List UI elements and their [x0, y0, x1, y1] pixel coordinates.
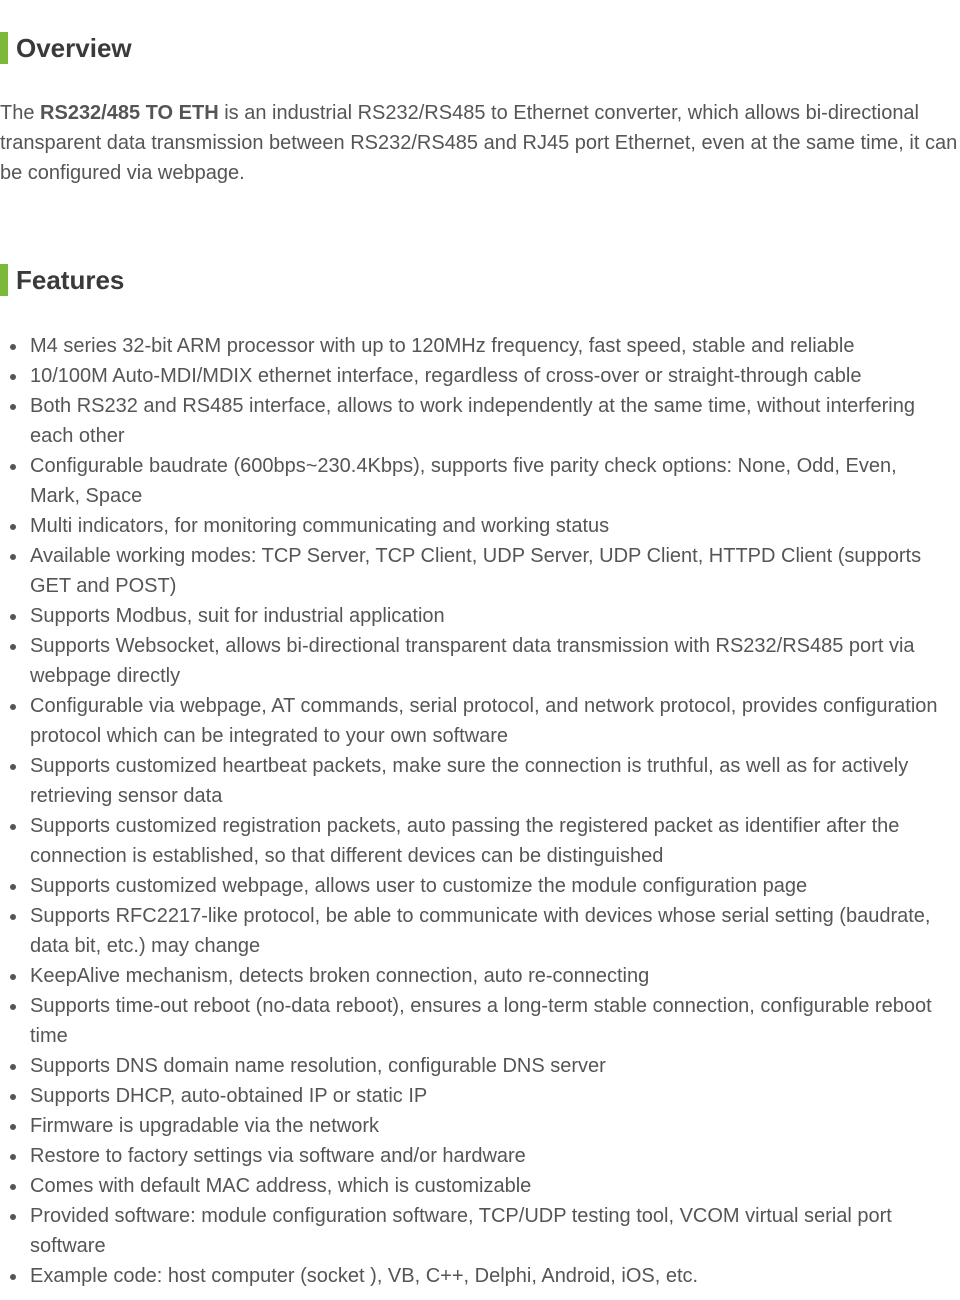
feature-item: M4 series 32-bit ARM processor with up to 120MHz frequency, fast speed, stable and reliable: [0, 331, 960, 361]
feature-item: Supports customized heartbeat packets, make sure the connection is truthful, as well as for actively retrieving sensor data: [0, 751, 960, 811]
feature-item: Firmware is upgradable via the network: [0, 1111, 960, 1141]
feature-item: Supports Websocket, allows bi-directional transparent data transmission with RS232/RS485 port via webpage directly: [0, 631, 960, 691]
feature-item: Example code: host computer (socket ), VB, C++, Delphi, Android, iOS, etc.: [0, 1261, 960, 1291]
feature-item: KeepAlive mechanism, detects broken connection, auto re-connecting: [0, 961, 960, 991]
feature-item: 10/100M Auto-MDI/MDIX ethernet interface, regardless of cross-over or straight-through cable: [0, 361, 960, 391]
feature-item: Available working modes: TCP Server, TCP Client, UDP Server, UDP Client, HTTPD Client (supports GET and POST): [0, 541, 960, 601]
feature-item: Supports customized registration packets, auto passing the registered packet as identifier after the connection is established, so that different devices can be distinguished: [0, 811, 960, 871]
feature-item: Supports time-out reboot (no-data reboot), ensures a long-term stable connection, configurable reboot time: [0, 991, 960, 1051]
overview-intro: [0, 98, 958, 188]
feature-item: Configurable baudrate (600bps~230.4Kbps), supports five parity check options: None, Odd, Even, Mark, Space: [0, 451, 960, 511]
features-list: [0, 331, 960, 1291]
feature-item: Supports customized webpage, allows user to customize the module configuration page: [0, 871, 960, 901]
feature-item: Supports DNS domain name resolution, configurable DNS server: [0, 1051, 960, 1081]
feature-item: Supports DHCP, auto-obtained IP or static IP: [0, 1081, 960, 1111]
feature-item: Configurable via webpage, AT commands, serial protocol, and network protocol, provides configuration protocol which can be integrated to your own software: [0, 691, 960, 751]
feature-item: Both RS232 and RS485 interface, allows to work independently at the same time, without interfering each other: [0, 391, 960, 451]
overview-heading: Overview: [0, 32, 132, 64]
feature-item: Supports RFC2217-like protocol, be able to communicate with devices whose serial setting (baudrate, data bit, etc.) may change: [0, 901, 960, 961]
feature-item: Provided software: module configuration software, TCP/UDP testing tool, VCOM virtual serial port software: [0, 1201, 960, 1261]
feature-item: Multi indicators, for monitoring communicating and working status: [0, 511, 960, 541]
feature-item: Comes with default MAC address, which is customizable: [0, 1171, 960, 1201]
feature-item: Restore to factory settings via software and/or hardware: [0, 1141, 960, 1171]
intro-text: is an industrial RS232/RS485 to Ethernet converter, which allows bi-directional transparent data transmission between RS232/RS485 and RJ45 port Ethernet, even at the same time, it can be configured via webpage.: [0, 102, 958, 184]
feature-item: Supports Modbus, suit for industrial application: [0, 601, 960, 631]
product-name: RS232/485 TO ETH: [40, 102, 219, 124]
features-heading: Features: [0, 264, 124, 296]
intro-prefix: The: [0, 102, 41, 124]
